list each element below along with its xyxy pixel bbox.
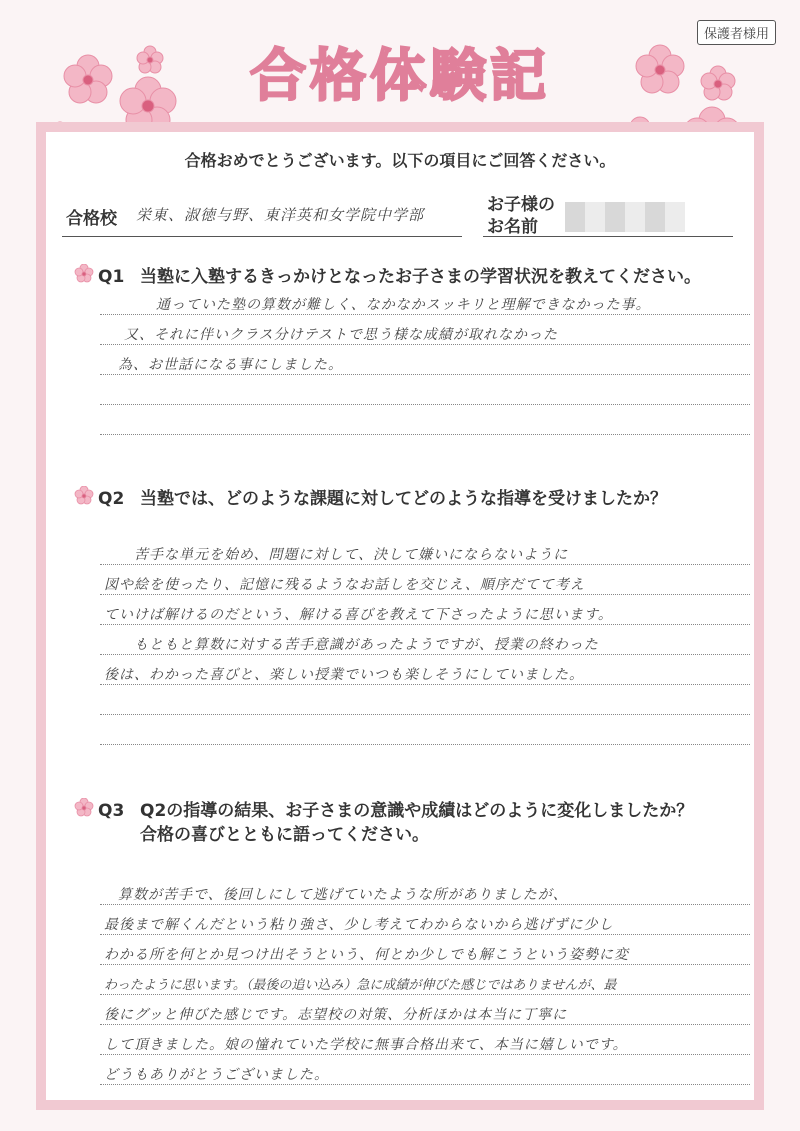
school-underline [62, 236, 462, 237]
q3-heading [72, 796, 693, 821]
sakura-bullet-icon [72, 264, 96, 284]
q2-number: Q2 [98, 489, 125, 509]
q3-ruled-line [100, 1054, 750, 1055]
q3-ruled-line [100, 934, 750, 935]
q2-ruled-line [100, 654, 750, 655]
q2-answer-line: 後は、わかった喜びと、楽しい授業でいつも楽しそうにしていました。 [104, 667, 584, 683]
q3-question-line2: 合格の喜びとともに語ってください。 [140, 825, 429, 845]
child-name-label-line2: お名前 [487, 217, 538, 237]
q1-answer-line: 又、それに伴いクラス分けテストで思う様な成績が取れなかった [124, 327, 559, 343]
q3-answer-line: 後にグッと伸びた感じです。志望校の対策、分析ほかは本当に丁寧に [104, 1007, 568, 1023]
q3-answer-line: どうもありがとうございました。 [104, 1067, 329, 1083]
q3-ruled-line [100, 904, 750, 905]
q2-ruled-line [100, 684, 750, 685]
q1-ruled-line [100, 314, 750, 315]
parent-use-badge: 保護者様用 [697, 20, 776, 45]
q3-answer-line: 算数が苦手で、後回しにして逃げていたような所がありましたが、 [118, 887, 568, 903]
q2-ruled-line [100, 624, 750, 625]
child-name-label-line1: お子様の [487, 195, 555, 215]
q3-ruled-line [100, 1084, 750, 1085]
q1-answer-line: 通っていた塾の算数が難しく、なかなかスッキリと理解できなかった事。 [156, 297, 651, 313]
q1-question: 当塾に入塾するきっかけとなったお子さまの学習状況を教えてください。 [140, 267, 701, 287]
q2-answer-line: 苦手な単元を始め、問題に対して、決して嫌いにならないように [134, 547, 569, 563]
q1-ruled-line [100, 434, 750, 435]
q1-ruled-line [100, 344, 750, 345]
q2-ruled-line [100, 564, 750, 565]
page-title: 合格体験記 [250, 44, 550, 109]
q2-answer-line: ていけば解けるのだという、解ける喜びを教えて下さったように思います。 [104, 607, 613, 623]
q2-ruled-line [100, 594, 750, 595]
q3-answer-line: 最後まで解くんだという粘り強さ、少し考えてわからないから逃げずに少し [104, 917, 614, 933]
q2-heading [72, 484, 667, 509]
q3-question-line1: Q2の指導の結果、お子さまの意識や成績はどのように変化しましたか？ [140, 801, 694, 821]
school-label: 合格校 [66, 209, 117, 229]
q3-answer-line: わったように思います。（最後の追い込み）急に成績が伸びた感じではありませんが、最 [104, 978, 617, 993]
q2-question: 当塾では、どのような課題に対してどのような指導を受けましたか？ [140, 489, 667, 509]
q3-ruled-line [100, 1024, 750, 1025]
intro-text: 合格おめでとうございます。以下の項目にご回答ください。 [184, 151, 616, 170]
q1-answer-line: 為、お世話になる事にしました。 [118, 357, 343, 373]
sakura-bullet-icon [72, 486, 96, 506]
q3-answer-line: して頂きました。娘の憧れていた学校に無事合格出来て、本当に嬉しいです。 [104, 1037, 628, 1053]
q1-ruled-line [100, 404, 750, 405]
q1-ruled-line [100, 374, 750, 375]
school-value: 栄東、淑徳与野、東洋英和女学院中学部 [136, 206, 425, 224]
q3-answer-line: わかる所を何とか見つけ出そうという、何とか少しでも解こうという姿勢に変 [104, 947, 629, 963]
q1-heading [72, 262, 701, 287]
q3-ruled-line [100, 994, 750, 995]
q3-number: Q3 [98, 801, 125, 821]
redacted-child-name [565, 202, 685, 232]
q2-ruled-line [100, 744, 750, 745]
q2-answer-line: 図や絵を使ったり、記憶に残るようなお話しを交じえ、順序だてて考え [104, 577, 585, 593]
child-name-underline [483, 236, 733, 237]
q3-ruled-line [100, 964, 750, 965]
q1-number: Q1 [98, 267, 125, 287]
q2-ruled-line [100, 714, 750, 715]
q2-answer-line: もともと算数に対する苦手意識があったようですが、授業の終わった [134, 637, 599, 653]
sakura-bullet-icon [72, 798, 96, 818]
